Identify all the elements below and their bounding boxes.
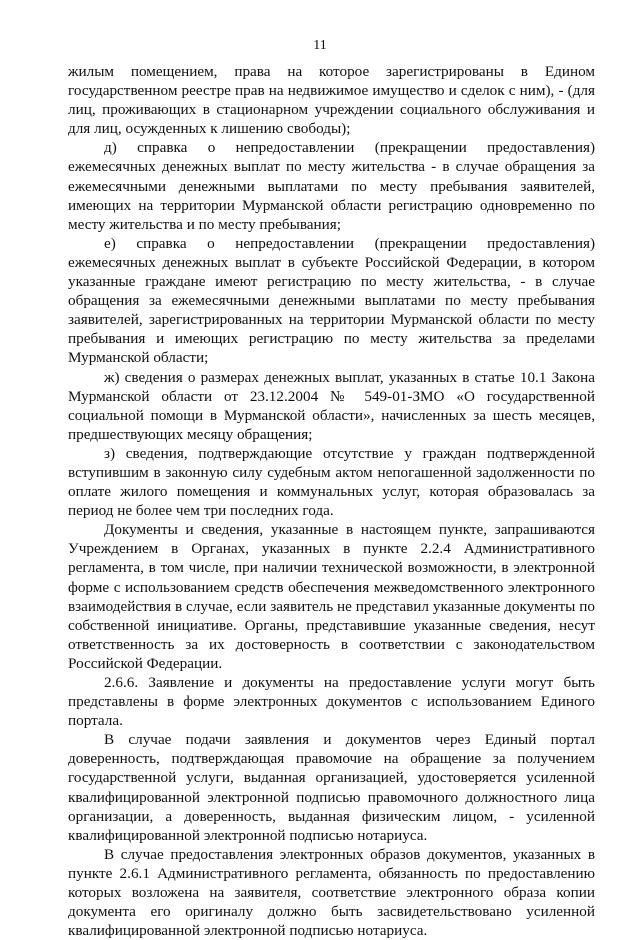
paragraph-2-6-6: 2.6.6. Заявление и документы на предоставление услуги могут быть представлены в форме электронных документов с использованием Единого портала. (68, 674, 595, 730)
document-body (68, 62, 595, 940)
paragraph-item-zh: ж) сведения о размерах денежных выплат, указанных в статье 10.1 Закона Мурманской области от 23.12.2004 № 549-01-ЗМО «О государственной социальной помощи в Мурманской области», начисленных за шесть месяцев, предшествующих месяцу обращения; (68, 368, 595, 443)
paragraph-item-d: д) справка о непредоставлении (прекращении предоставления) ежемесячных денежных выплат по месту жительства - в случае обращения за ежемесячными денежными выплатами по месту пребывания заявителей, имеющих на территории Мурманской области регистрацию одновременно по месту жительства и по месту пребывания; (68, 139, 595, 233)
paragraph-documents-requested: Документы и сведения, указанные в настоящем пункте, запрашиваются Учреждением в Органах, указанных в пункте 2.2.4 Административного регламента, в том числе, при наличии технической возможности, в электронной форме с использованием средств обеспечения межведомственного электронного взаимодействия в случае, если заявитель не представил указанные документы по собственной инициативе. Органы, представившие указанные сведения, несут ответственность за их достоверность в соответствии с законодательством Российской Федерации. (68, 521, 595, 672)
page-number: 11 (313, 38, 327, 53)
paragraph-continuation: жилым помещением, права на которое зарегистрированы в Едином государственном реестре прав на недвижимое имущество и сделок с ним), - (для лиц, проживающих в стационарном учреждении социального обслуживания и для лиц, осужденных к лишению свободы); (68, 63, 595, 138)
paragraph-item-z: з) сведения, подтверждающие отсутствие у граждан подтвержденной вступившим в законную силу судебным актом непогашенной задолженности по оплате жилого помещения и коммунальных услуг, которая образовалась за период не более чем три последних года. (68, 444, 595, 520)
paragraph-power-of-attorney: В случае подачи заявления и документов через Единый портал доверенность, подтверждающая правомочие на обращение за получением государственной услуги, выданная организацией, удостоверяется усиленной квалифицированной электронной подписью правомочного должностного лица организации, а доверенность, выданная физическим лицом, - усиленной квалифицированной электронной подписью нотариуса. (68, 731, 595, 844)
paragraph-electronic-images: В случае предоставления электронных образов документов, указанных в пункте 2.6.1 Административного регламента, обязанность по предоставлению которых возложена на заявителя, соответствие электронного образа копии документа его оригиналу должно быть засвидетельствовано усиленной квалифицированной электронной подписью нотариуса. (68, 845, 595, 940)
paragraph-item-e: е) справка о непредоставлении (прекращении предоставления) ежемесячных денежных выплат в субъекте Российской Федерации, в котором указанные граждане имеют регистрацию по месту жительства, - в случае обращения за ежемесячными денежными выплатами по месту пребывания заявителей, зарегистрированных на территории Мурманской области по месту пребывания и имеющих регистрацию по месту жительства за пределами Мурманской области; (68, 234, 595, 367)
